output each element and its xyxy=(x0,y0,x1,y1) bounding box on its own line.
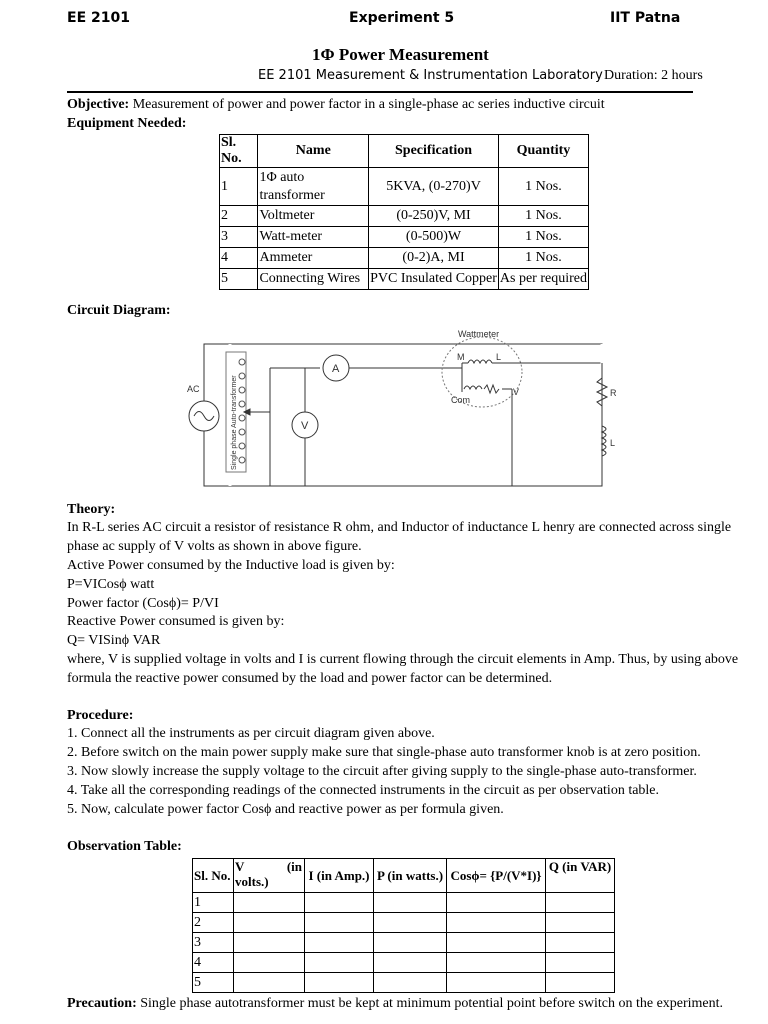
table-cell xyxy=(447,933,546,953)
table-cell xyxy=(234,953,305,973)
table-cell: 3 xyxy=(220,227,258,248)
procedure-step: 4. Take all the corresponding readings of the connected instruments in the circuit as per observation table. xyxy=(67,783,660,798)
table-cell xyxy=(546,893,615,913)
table-cell: 4 xyxy=(220,248,258,269)
table-cell: Ammeter xyxy=(258,248,369,269)
table-row xyxy=(220,248,589,269)
table-row xyxy=(220,206,589,227)
table-row xyxy=(220,227,589,248)
theory-line: In R-L series AC circuit a resistor of resistance R ohm, and Inductor of inductance L henry are connected across single xyxy=(67,520,732,535)
objective-text: Measurement of power and power factor in a single-phase ac series inductive circuit xyxy=(129,97,605,112)
table-cell: (0-2)A, MI xyxy=(369,248,499,269)
wiper-arrow-icon xyxy=(244,409,250,415)
procedure-step: 3. Now slowly increase the supply voltage to the circuit after giving supply to the single-phase auto-transformer. xyxy=(67,764,697,779)
table-cell: 1 Nos. xyxy=(498,206,588,227)
table-cell xyxy=(546,913,615,933)
procedure-step: 5. Now, calculate power factor Cosϕ and reactive power as per formula given. xyxy=(67,802,504,817)
table-row xyxy=(193,953,615,973)
table-cell xyxy=(546,933,615,953)
equipment-table xyxy=(219,134,589,290)
circuit-label: Circuit Diagram: xyxy=(67,303,171,318)
table-cell: 5KVA, (0-270)V xyxy=(369,168,499,206)
table-cell: 1 xyxy=(220,168,258,206)
col-header: Specification xyxy=(369,135,499,168)
table-cell: Watt-meter xyxy=(258,227,369,248)
table-row xyxy=(193,893,615,913)
ammeter-label: A xyxy=(332,363,340,375)
col-header-voltage-v: V xyxy=(235,859,245,874)
table-cell xyxy=(546,973,615,993)
col-header: Cosϕ= {P/(V*I)} xyxy=(447,859,546,893)
table-cell xyxy=(447,973,546,993)
table-cell xyxy=(234,973,305,993)
circuit-diagram xyxy=(180,322,630,492)
wattmeter-com-label: Com xyxy=(451,395,471,405)
col-header-voltage xyxy=(234,859,305,893)
wattmeter-v-label: V xyxy=(513,387,520,397)
theory-line: formula the reactive power consumed by the load and power factor can be determined. xyxy=(67,671,553,686)
table-cell xyxy=(305,913,374,933)
table-cell xyxy=(447,913,546,933)
current-coil-icon xyxy=(468,360,492,363)
procedure-label: Procedure: xyxy=(67,708,134,723)
procedure-step: 1. Connect all the instruments as per circuit diagram given above. xyxy=(67,726,435,741)
table-cell: 2 xyxy=(220,206,258,227)
table-cell xyxy=(305,953,374,973)
table-cell: PVC Insulated Copper xyxy=(369,269,499,290)
observation-label: Observation Table: xyxy=(67,839,182,854)
voltmeter-label: V xyxy=(301,420,309,432)
col-header: Sl. No. xyxy=(193,859,234,893)
col-header: Q (in VAR) xyxy=(546,859,615,893)
table-cell xyxy=(234,893,305,913)
col-header-voltage-in: (in xyxy=(286,859,302,874)
col-header: I (in Amp.) xyxy=(305,859,374,893)
table-cell: 1 Nos. xyxy=(498,227,588,248)
col-header: Name xyxy=(258,135,369,168)
precaution-text: Single phase autotransformer must be kept at minimum potential point before switch on the experiment. xyxy=(136,996,724,1011)
table-cell xyxy=(447,953,546,973)
col-header: Sl. No. xyxy=(220,135,258,168)
table-cell: 3 xyxy=(193,933,234,953)
table-cell xyxy=(447,893,546,913)
theory-line: Q= VISinϕ VAR xyxy=(67,633,161,648)
theory-line: phase ac supply of V volts as shown in above figure. xyxy=(67,539,362,554)
table-cell xyxy=(374,913,447,933)
table-cell: 1Φ auto transformer xyxy=(258,168,369,206)
theory-label: Theory: xyxy=(67,502,116,517)
equipment-label: Equipment Needed: xyxy=(67,116,187,131)
table-cell xyxy=(374,973,447,993)
theory-line: where, V is supplied voltage in volts and I is current flowing through the circuit elements in Amp. Thus, by using above xyxy=(67,652,739,667)
observation-table xyxy=(192,858,615,993)
objective xyxy=(67,96,605,114)
table-cell xyxy=(374,933,447,953)
table-cell xyxy=(546,953,615,973)
table-cell: 1 Nos. xyxy=(498,248,588,269)
table-cell xyxy=(305,893,374,913)
duration: Duration: 2 hours xyxy=(604,68,703,83)
table-cell xyxy=(234,913,305,933)
table-cell: 1 xyxy=(193,893,234,913)
col-header: Quantity xyxy=(498,135,588,168)
ac-label: AC xyxy=(187,384,200,394)
autotransformer-label: Single phase Auto-transformer xyxy=(231,375,238,470)
header-course: EE 2101 xyxy=(67,10,130,26)
table-row xyxy=(193,933,615,953)
theory-line: P=VICosϕ watt xyxy=(67,577,155,592)
table-row xyxy=(193,973,615,993)
pressure-coil-icon xyxy=(464,386,482,389)
table-cell: Voltmeter xyxy=(258,206,369,227)
procedure-step: 2. Before switch on the main power supply make sure that single-phase auto transformer knob is at zero position. xyxy=(67,745,701,760)
table-cell: As per required xyxy=(498,269,588,290)
page-subtitle: EE 2101 Measurement & Instrumentation Laboratory xyxy=(258,68,603,83)
table-cell: Connecting Wires xyxy=(258,269,369,290)
table-cell xyxy=(374,893,447,913)
header-institute: IIT Patna xyxy=(610,10,681,26)
table-cell: 5 xyxy=(220,269,258,290)
resistor-label: R xyxy=(610,388,617,398)
table-cell: 1 Nos. xyxy=(498,168,588,206)
wattmeter-m-label: M xyxy=(457,352,465,362)
circuit-frame xyxy=(204,344,602,486)
autotransformer-coil xyxy=(239,359,245,463)
pressure-resistor-icon xyxy=(484,385,499,393)
table-cell xyxy=(305,933,374,953)
title-rule xyxy=(67,91,693,93)
inductor-icon xyxy=(602,426,606,456)
theory-line: Active Power consumed by the Inductive load is given by: xyxy=(67,558,395,573)
table-cell xyxy=(234,933,305,953)
page-title: 1Φ Power Measurement xyxy=(312,45,489,64)
col-header-voltage-unit: volts.) xyxy=(235,874,269,889)
table-cell: 5 xyxy=(193,973,234,993)
table-cell xyxy=(305,973,374,993)
wattmeter-label: Wattmeter xyxy=(458,329,500,339)
wattmeter-l-label: L xyxy=(496,352,502,362)
col-header: P (in watts.) xyxy=(374,859,447,893)
table-row xyxy=(220,168,589,206)
table-cell: 2 xyxy=(193,913,234,933)
theory-line: Power factor (Cosϕ)= P/VI xyxy=(67,596,219,611)
table-cell xyxy=(374,953,447,973)
table-cell: (0-250)V, MI xyxy=(369,206,499,227)
objective-label: Objective: xyxy=(67,97,130,112)
table-cell: (0-500)W xyxy=(369,227,499,248)
table-cell: 4 xyxy=(193,953,234,973)
theory-line: Reactive Power consumed is given by: xyxy=(67,614,285,629)
precaution-label: Precaution: xyxy=(67,996,137,1011)
header-experiment: Experiment 5 xyxy=(349,10,455,26)
precaution xyxy=(67,995,723,1013)
table-row xyxy=(220,269,589,290)
table-row xyxy=(193,913,615,933)
inductor-label: L xyxy=(610,438,616,448)
